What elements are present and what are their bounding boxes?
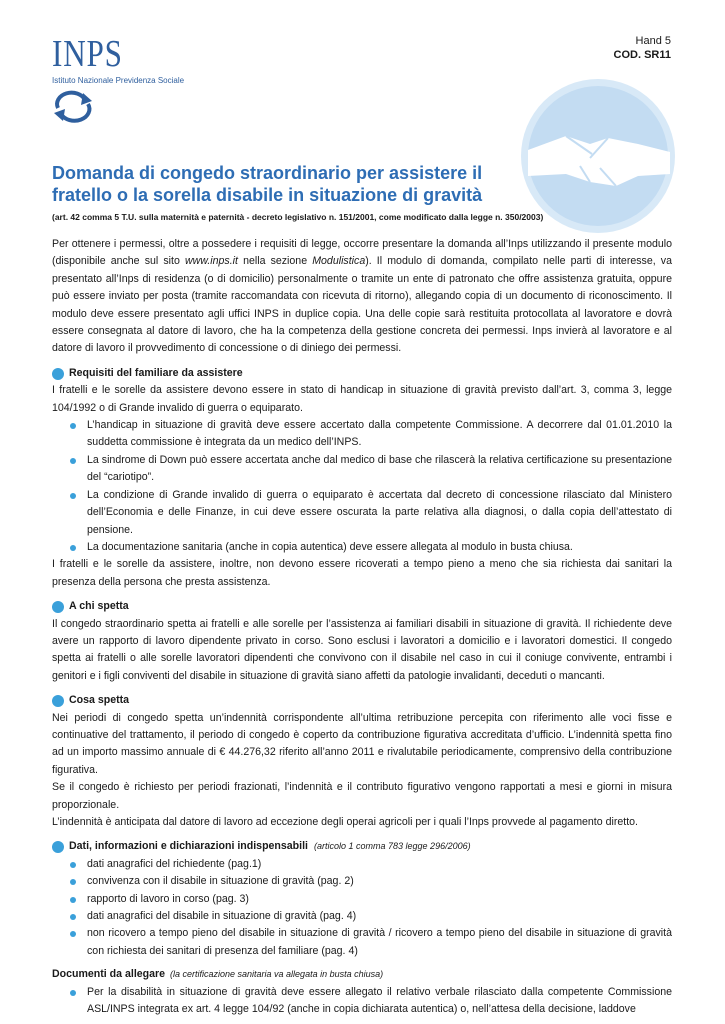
section-title: Dati, informazioni e dichiarazioni indispensabili bbox=[69, 840, 308, 853]
bullet-dot-icon bbox=[52, 368, 64, 380]
intro-text: nella sezione bbox=[237, 255, 313, 268]
cosa-spetta-heading bbox=[52, 692, 672, 709]
logo-subtitle: Istituto Nazionale Previdenza Sociale bbox=[52, 76, 185, 85]
requisiti-text-2: I fratelli e le sorelle da assistere, inoltre, non devono essere ricoverati a tempo pieno a meno che sia richiesta dai sanitari la presenza della persona che presta assistenza. bbox=[52, 558, 672, 588]
section-title: Requisiti del familiare da assistere bbox=[69, 366, 243, 379]
a-chi-spetta-heading bbox=[52, 598, 672, 615]
legal-reference: (art. 42 comma 5 T.U. sulla maternità e paternità - decreto legislativo n. 151/2001, come modificato dalla legge n. 350/2003) bbox=[52, 212, 544, 222]
logo-text: INPS bbox=[52, 33, 123, 75]
list-item: La sindrome di Down può essere accertata anche dal medico di base che rilascerà la relativa certificazione su presentazione del “cariotipo”. bbox=[70, 452, 672, 487]
requisiti-heading bbox=[52, 365, 672, 382]
hand-label: Hand 5 bbox=[635, 35, 671, 47]
page-title: Domanda di congedo straordinario per assistere il fratello o la sorella disabile in situazione di gravità bbox=[52, 163, 483, 205]
bullet-dot-icon bbox=[52, 695, 64, 707]
handshake-icon bbox=[520, 78, 676, 234]
inps-site-link[interactable]: www.inps.it bbox=[184, 255, 238, 268]
requisiti-text: I fratelli e le sorelle da assistere devono essere in stato di handicap in situazione di gravità previsto dall’art. 3, comma 3, legge 104/1992 o di Grande invalido di guerra o equiparato. bbox=[52, 384, 672, 414]
intro-paragraph bbox=[52, 236, 672, 358]
inps-logo bbox=[52, 34, 202, 124]
cosa-spetta-p2: Se il congedo è richiesto per periodi frazionati, l’indennità e il contributo figurativo vengono rapportati a mesi e giorni in misura proporzionale. bbox=[52, 781, 672, 811]
documenti-list bbox=[52, 984, 672, 1019]
section-title: Cosa spetta bbox=[69, 694, 130, 707]
form-code-block bbox=[614, 34, 671, 62]
dati-heading bbox=[52, 838, 672, 855]
list-item: L’handicap in situazione di gravità deve essere accertato dalla competente Commissione. A decorrere dal 01.01.2010 la suddetta commissione è integrata da un medico dell’INPS. bbox=[70, 417, 672, 452]
list-item: dati anagrafici del disabile in situazione di gravità (pag. 4) bbox=[70, 908, 672, 925]
list-item: non ricovero a tempo pieno del disabile in situazione di gravità / ricovero a tempo pieno del disabile in situazione di gravità con richiesta dei sanitari di presenza del familiare (pag. 4) bbox=[70, 925, 672, 960]
list-item: La condizione di Grande invalido di guerra o equiparato è accertata dal decreto di concessione rilasciato dal Ministero dell’Economia e delle Finanze, in cui deve essere oscurata la parte relativa alla diagnosi, o dalla copia dell’attestato di pensione. bbox=[70, 487, 672, 539]
bullet-dot-icon bbox=[52, 601, 64, 613]
section-note: (articolo 1 comma 783 legge 296/2006) bbox=[314, 841, 471, 852]
list-item: rapporto di lavoro in corso (pag. 3) bbox=[70, 891, 672, 908]
cosa-spetta-p1: Nei periodi di congedo spetta un’indennità corrispondente all’ultima retribuzione percepita con riferimento alle voci fisse e continuative del trattamento, il periodo di congedo è coperto da contribuzione figurativa accreditata d’ufficio. L’indennità spetta fino ad un importo massimo annuale di € 44.276,32 riferito all’anno 2011 e rivalutabile periodicamente, comprensivo della contribuzione figurativa. bbox=[52, 711, 672, 776]
modulistica-section: Modulistica bbox=[312, 255, 366, 268]
list-item: convivenza con il disabile in situazione di gravità (pag. 2) bbox=[70, 873, 672, 890]
section-note: (la certificazione sanitaria va allegata in busta chiusa) bbox=[170, 969, 384, 980]
intro-text: Per ottenere i permessi, oltre a possedere i requisiti di legge, occorre presentare la domanda all’Inps utilizzando il presente modulo (disponibile anche sul sito bbox=[52, 238, 672, 268]
section-title: A chi spetta bbox=[69, 600, 129, 613]
documenti-heading bbox=[52, 966, 672, 983]
list-item: dati anagrafici del richiedente (pag.1) bbox=[70, 856, 672, 873]
document-body bbox=[52, 236, 672, 1018]
cosa-spetta-p3: L’indennità è anticipata dal datore di lavoro ad eccezione degli operai agricoli per i quali l’Inps provvede al pagamento diretto. bbox=[52, 816, 638, 828]
requisiti-list bbox=[52, 417, 672, 556]
list-item: La documentazione sanitaria (anche in copia autentica) deve essere allegata al modulo in busta chiusa. bbox=[70, 539, 672, 556]
inps-arrows-icon bbox=[52, 88, 94, 124]
intro-text: ). Il modulo di domanda, compilato nelle parti di interesse, va presentato all’Inps di residenza (o di domicilio) personalmente o tramite un ente di patronato che offre assistenza gratuita, oppure può essere inviato per posta (tramite raccomandata con ricevuta di ritorno), allegando copia di un documento di riconoscimento. Il modulo deve essere presentato agli uffici INPS in duplice copia. Una delle copie sarà restituita protocollata al lavoratore e dovrà essere consegnata al datore di lavoro, che ha la competenza della gestione concreta dei permessi. Inps invierà al lavoratore e al datore di lavoro il provvedimento di concessione o di diniego dei permessi. bbox=[52, 255, 672, 355]
list-item: Per la disabilità in situazione di gravità deve essere allegato il relativo verbale rilasciato dalla competente Commissione ASL/INPS integrata ex art. 4 legge 104/92 (anche in copia dichiarata autentica) o, nell’attesa della decisione, laddove bbox=[70, 984, 672, 1019]
dati-list bbox=[52, 856, 672, 960]
a-chi-spetta-text: Il congedo straordinario spetta ai fratelli e alle sorelle per l’assistenza ai familiari disabili in situazione di gravità. Il richiedente deve avere un rapporto di lavoro dipendente privato in corso. Sono esclusi i lavoratori a domicilio e i lavoratori domestici. Il congedo spetta ai fratelli o alle sorelle lavoratori dipendenti che convivono con il disabile nel caso in cui il coniuge convivente, entrambi i genitori e i figli conviventi del disabile in situazione di gravità siano affetti da patologie invalidanti, deceduti o mancanti. bbox=[52, 617, 672, 682]
section-title: Documenti da allegare bbox=[52, 968, 166, 981]
form-code: COD. SR11 bbox=[613, 49, 671, 61]
bullet-dot-icon bbox=[52, 841, 64, 853]
